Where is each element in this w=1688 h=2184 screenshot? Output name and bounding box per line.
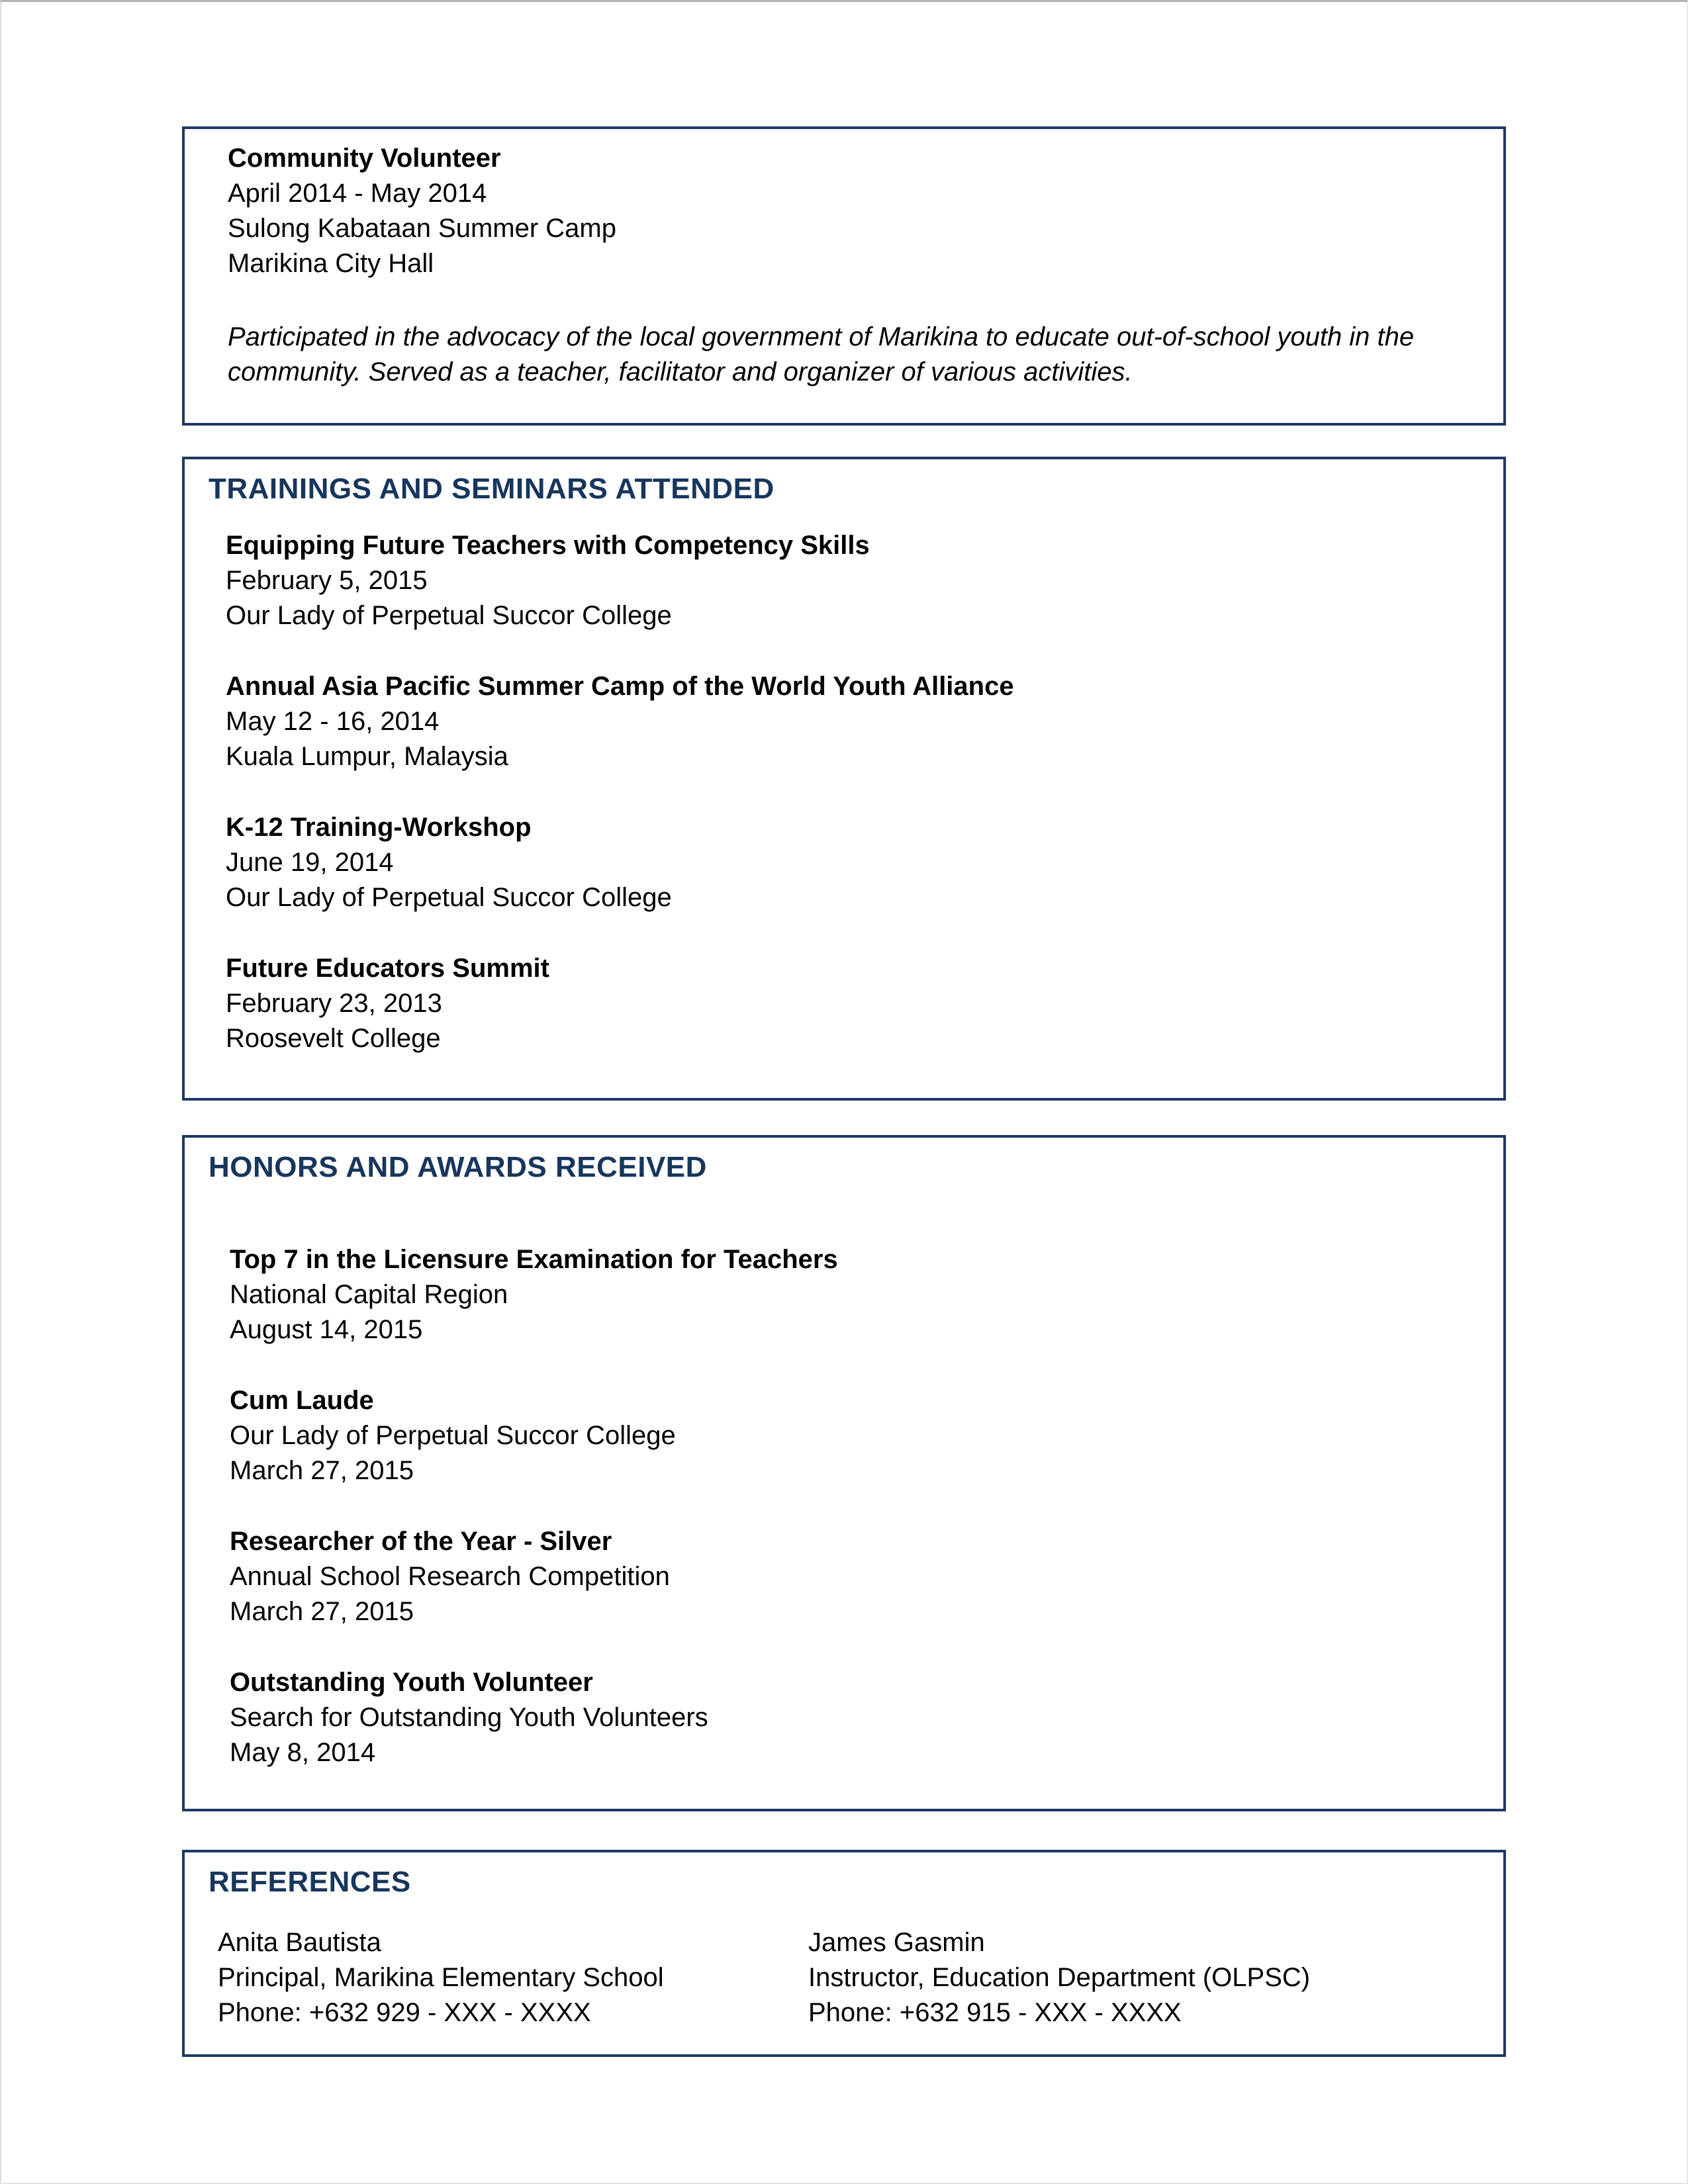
honors-heading: HONORS AND AWARDS RECEIVED bbox=[209, 1151, 707, 1183]
honor-title: Researcher of the Year - Silver bbox=[230, 1527, 612, 1556]
reference-name: James Gasmin bbox=[808, 1928, 985, 1957]
honor-title: Top 7 in the Licensure Examination for Teachers bbox=[230, 1245, 838, 1274]
training-title: Equipping Future Teachers with Competency Skills bbox=[226, 531, 870, 560]
training-date: May 12 - 16, 2014 bbox=[226, 707, 440, 736]
reference-phone: Phone: +632 915 - XXX - XXXX bbox=[808, 1998, 1182, 2027]
honors-entries bbox=[230, 1242, 1464, 1770]
reference-role: Instructor, Education Department (OLPSC) bbox=[808, 1963, 1311, 1992]
honor-detail: Annual School Research Competition bbox=[230, 1562, 670, 1591]
training-title: Future Educators Summit bbox=[226, 954, 549, 983]
honor-detail: Our Lady of Perpetual Succor College bbox=[230, 1421, 676, 1450]
training-entry bbox=[226, 528, 1464, 633]
trainings-heading: TRAININGS AND SEMINARS ATTENDED bbox=[209, 473, 774, 505]
training-entry bbox=[226, 810, 1464, 915]
trainings-entries bbox=[226, 528, 1464, 1056]
honor-entry bbox=[230, 1383, 1464, 1488]
honors-section-box bbox=[182, 1135, 1506, 1811]
experience-entry bbox=[185, 129, 1503, 390]
experience-organization: Sulong Kabataan Summer Camp bbox=[228, 214, 616, 243]
trainings-section-box bbox=[182, 457, 1506, 1101]
references-row bbox=[218, 1925, 1503, 2030]
references-heading: REFERENCES bbox=[209, 1866, 411, 1898]
training-date: February 23, 2013 bbox=[226, 989, 442, 1018]
training-entry bbox=[226, 951, 1464, 1056]
experience-entry-box bbox=[182, 126, 1506, 426]
reference-phone: Phone: +632 929 - XXX - XXXX bbox=[218, 1998, 591, 2027]
training-venue: Roosevelt College bbox=[226, 1024, 441, 1053]
training-entry bbox=[226, 669, 1464, 774]
honor-entry bbox=[230, 1665, 1464, 1770]
reference-name: Anita Bautista bbox=[218, 1928, 381, 1957]
training-title: Annual Asia Pacific Summer Camp of the World Youth Alliance bbox=[226, 672, 1014, 701]
honor-date: March 27, 2015 bbox=[230, 1597, 414, 1626]
honor-title: Cum Laude bbox=[230, 1386, 374, 1415]
reference-role: Principal, Marikina Elementary School bbox=[218, 1963, 664, 1992]
honor-entry bbox=[230, 1524, 1464, 1629]
training-venue: Our Lady of Perpetual Succor College bbox=[226, 601, 672, 630]
training-title: K-12 Training-Workshop bbox=[226, 813, 532, 842]
honor-date: May 8, 2014 bbox=[230, 1738, 376, 1767]
honor-detail: Search for Outstanding Youth Volunteers bbox=[230, 1703, 708, 1732]
reference-card bbox=[808, 1925, 1310, 2030]
experience-description: Participated in the advocacy of the local government of Marikina to educate out-of-school youth in the community. Served as a teacher, facilitator and organizer of various activities. bbox=[228, 322, 1415, 387]
training-venue: Our Lady of Perpetual Succor College bbox=[226, 883, 672, 912]
experience-title: Community Volunteer bbox=[228, 144, 501, 173]
training-date: June 19, 2014 bbox=[226, 848, 394, 877]
references-section-box bbox=[182, 1850, 1506, 2057]
experience-date: April 2014 - May 2014 bbox=[228, 179, 487, 208]
honor-date: March 27, 2015 bbox=[230, 1456, 414, 1485]
experience-location: Marikina City Hall bbox=[228, 249, 434, 278]
honor-date: August 14, 2015 bbox=[230, 1315, 423, 1344]
honor-entry bbox=[230, 1242, 1464, 1347]
training-date: February 5, 2015 bbox=[226, 566, 428, 595]
honor-detail: National Capital Region bbox=[230, 1280, 508, 1309]
reference-card bbox=[218, 1925, 808, 2030]
training-venue: Kuala Lumpur, Malaysia bbox=[226, 742, 508, 771]
honor-title: Outstanding Youth Volunteer bbox=[230, 1668, 593, 1697]
